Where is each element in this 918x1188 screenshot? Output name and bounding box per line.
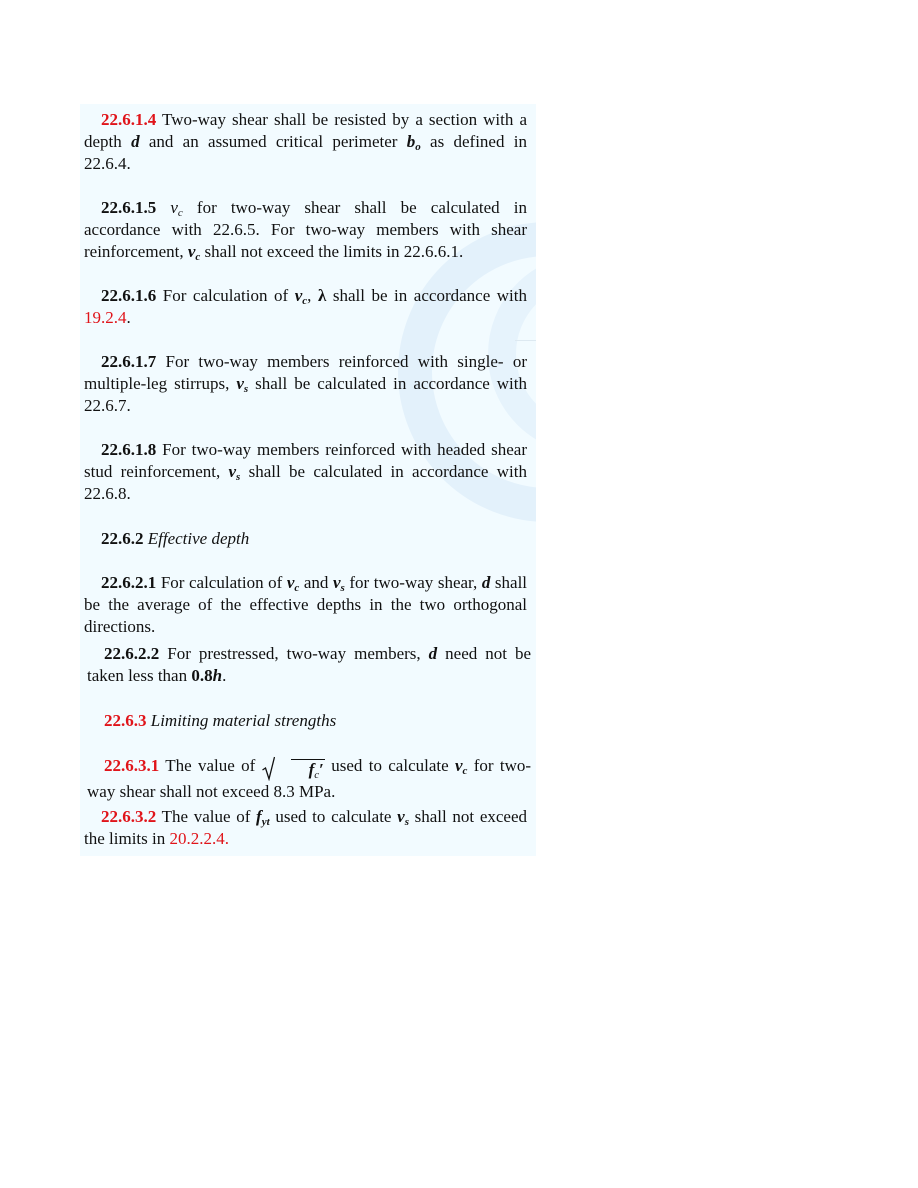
section-22-6-3-1: 22.6.3.1 The value of $f_c'$ used to calculate $v_c$ for two-way shear shall not exceed 8.3 MPa. <box>87 756 532 801</box>
section-22-6-1-7: 22.6.1.7 For two-way members reinforced with single- or multiple-leg stirrups, $v_s$ shall be calculated in accordance with 22.6.7. <box>84 352 528 415</box>
section-22-6-1-4: 22.6.1.4 Two-way shear shall be resisted by a section with a depth d and an assumed critical perimeter $b_o$ as defined in 22.6.4. <box>84 110 527 173</box>
section-heading-22-6-2 <box>84 528 527 550</box>
section-number: 22.6.3.1 <box>104 756 160 775</box>
section-22-6-1-8: 22.6.1.8 For two-way members reinforced with headed shear stud reinforcement, $v_s$ shall be calculated in accordance with 22.6.8. <box>84 440 527 503</box>
section-number: 22.6.3 <box>104 711 147 730</box>
reference-link[interactable]: 20.2.2.4. <box>169 829 229 848</box>
section-number: 22.6.2 <box>101 529 144 548</box>
reference-link[interactable]: 19.2.4 <box>84 308 127 327</box>
divider <box>515 340 536 341</box>
section-heading-22-6-3 <box>87 710 531 732</box>
section-22-6-3-2: 22.6.3.2 The value of $f_{yt}$ used to calculate $v_s$ shall not exceed the limits in 20.2.2.4. <box>84 807 527 848</box>
section-number: 22.6.2.2 <box>104 644 160 663</box>
section-title: Limiting material strengths <box>146 711 337 730</box>
section-22-6-1-5: 22.6.1.5 $v_c$ for two-way shear shall be calculated in accordance with 22.6.5. For two-way members with shear reinforcement, $v_c$ shall not exceed the limits in 22.6.6.1. <box>84 198 527 263</box>
section-number: 22.6.1.4 <box>101 110 157 129</box>
section-number: 22.6.1.6 <box>101 286 157 305</box>
section-22-6-1-6: 22.6.1.6 For calculation of $v_c$, λ shall be in accordance with 19.2.4. <box>84 286 527 327</box>
radical-sign-icon <box>262 755 275 781</box>
square-root-expression: $f_c'$ <box>262 759 325 781</box>
section-number: 22.6.1.5 <box>101 198 157 217</box>
section-number: 22.6.2.1 <box>101 573 157 592</box>
section-number: 22.6.1.8 <box>101 440 157 459</box>
section-22-6-2-1: 22.6.2.1 For calculation of $v_c$ and $v_s$ for two-way shear, d shall be the average of the effective depths in the two orthogonal directions. <box>84 573 528 636</box>
section-22-6-2-2: 22.6.2.2 For prestressed, two-way members, d need not be taken less than 0.8h. <box>87 644 531 685</box>
section-title: Effective depth <box>143 529 250 548</box>
section-number: 22.6.1.7 <box>101 352 157 371</box>
section-number: 22.6.3.2 <box>101 807 157 826</box>
